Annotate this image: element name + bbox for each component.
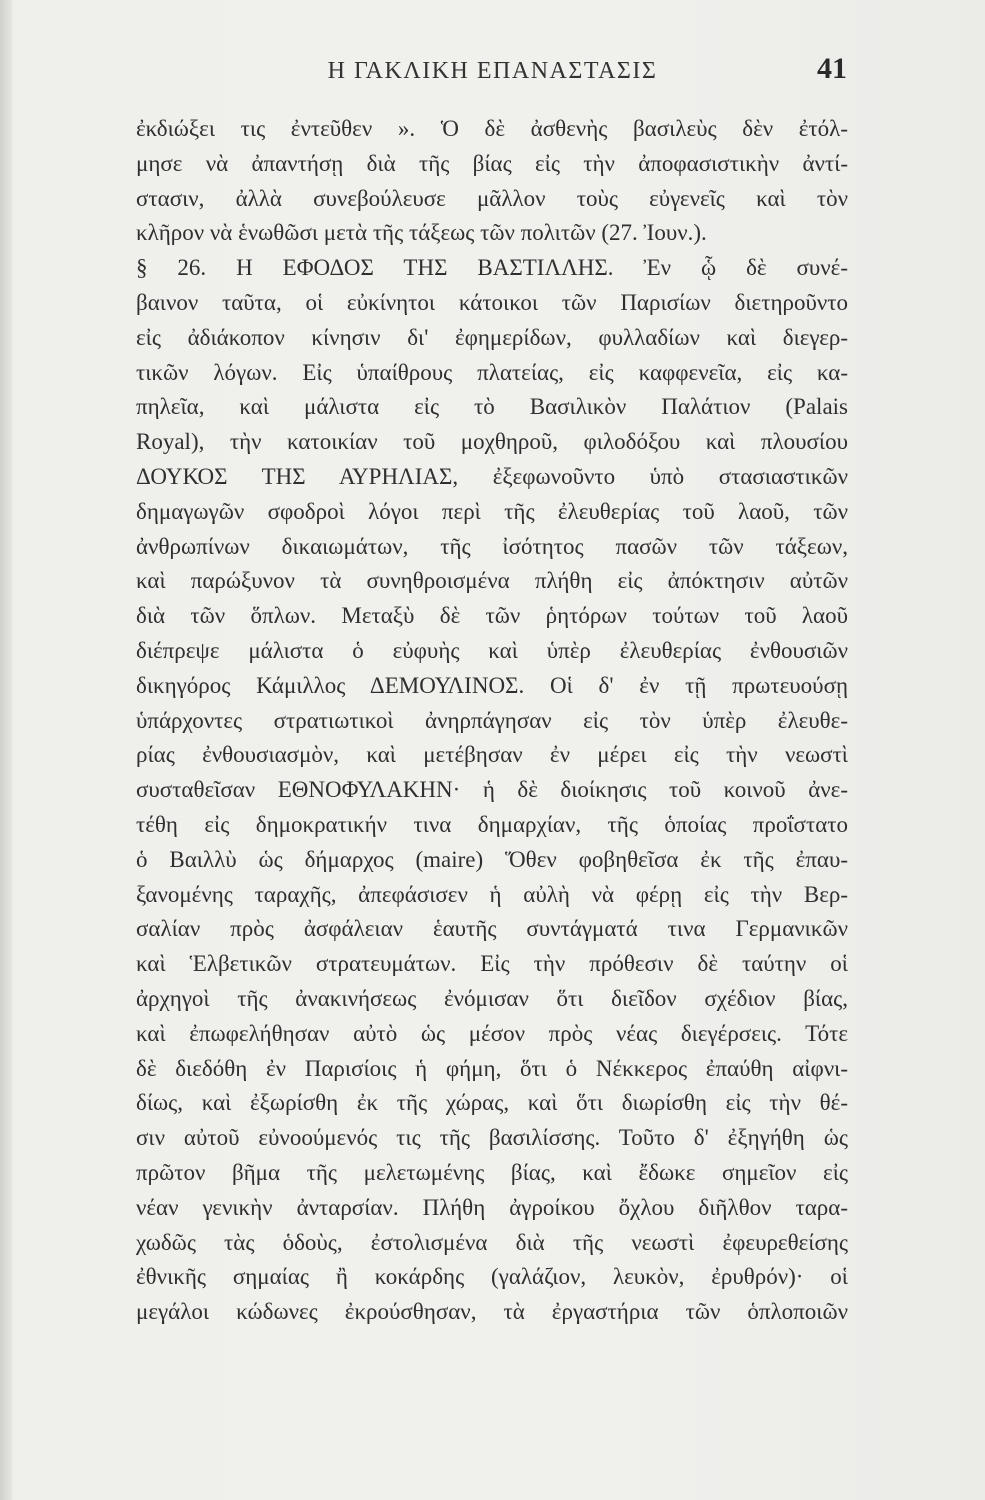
- text-line: δίως, καὶ ἐξωρίσθη ἐκ τῆς χώρας, καὶ ὅτι διωρίσθη εἰς τὴν θέ-: [136, 1090, 848, 1116]
- text-line: ρίας ἐνθουσιασμὸν, καὶ μετέβησαν ἐν μέρει εἰς τὴν νεωστὶ: [136, 742, 848, 768]
- page-gutter-shadow: [0, 0, 12, 1500]
- page-header: [140, 52, 845, 92]
- text-line: ἀνθρωπίνων δικαιωμάτων, τῆς ἰσότητος πασῶν τῶν τάξεων,: [136, 533, 848, 559]
- text-line: διέπρεψε μάλιστα ὁ εὐφυὴς καὶ ὑπὲρ ἐλευθερίας ἐνθουσιῶν: [136, 637, 848, 663]
- text-line: ἐθνικῆς σημαίας ἢ κοκάρδης (γαλάζιον, λευκὸν, ἐρυθρόν)· οἱ: [136, 1264, 848, 1290]
- text-line: τέθη εἰς δημοκρατικήν τινα δημαρχίαν, τῆς ὁποίας προΐστατο: [136, 811, 848, 837]
- text-line: καὶ ἐπωφελήθησαν αὐτὸ ὡς μέσον πρὸς νέας διεγέρσεις. Τότε: [136, 1020, 848, 1046]
- text-line: νέαν γενικὴν ἀνταρσίαν. Πλήθη ἀγροίκου ὄχλου διῆλθον ταρα-: [136, 1194, 848, 1220]
- text-line: σαλίαν πρὸς ἀσφάλειαν ἑαυτῆς συντάγματά τινα Γερμανικῶν: [136, 916, 848, 942]
- text-line: ξανομένης ταραχῆς, ἀπεφάσισεν ἡ αὐλὴ νὰ φέρῃ εἰς τὴν Βερ-: [136, 881, 848, 907]
- body-text: [136, 112, 848, 1330]
- text-line: εἰς ἀδιάκοπον κίνησιν δι' ἐφημερίδων, φυλλαδίων καὶ διεγερ-: [136, 324, 848, 350]
- text-line: πηλεῖα, καὶ μάλιστα εἰς τὸ Βασιλικὸν Παλάτιον (Palais: [136, 394, 848, 420]
- running-title: Η ΓΑΚΛΙΚΗ ΕΠΑΝΑΣΤΑΣΙΣ: [327, 58, 658, 84]
- page-number: 41: [817, 52, 847, 85]
- text-line: ὁ Βαιλλὺ ὡς δήμαρχος (maire) Ὅθεν φοβηθεῖσα ἐκ τῆς ἐπαυ-: [136, 846, 848, 872]
- text-line: μεγάλοι κώδωνες ἐκρούσθησαν, τὰ ἐργαστήρια τῶν ὁπλοποιῶν: [136, 1299, 848, 1325]
- text-line: χωδῶς τὰς ὁδοὺς, ἐστολισμένα διὰ τῆς νεωστὶ ἐφευρεθείσης: [136, 1229, 848, 1255]
- text-line: διὰ τῶν ὅπλων. Μεταξὺ δὲ τῶν ῥητόρων τούτων τοῦ λαοῦ: [136, 603, 848, 629]
- text-line: δημαγωγῶν σφοδροὶ λόγοι περὶ τῆς ἐλευθερίας τοῦ λαοῦ, τῶν: [136, 498, 848, 524]
- text-line: συσταθεῖσαν ΕΘΝΟΦΥΛΑΚΗΝ· ἡ δὲ διοίκησις τοῦ κοινοῦ ἀνε-: [136, 777, 848, 803]
- text-line: σιν αὐτοῦ εὐνοούμενός τις τῆς βασιλίσσης. Τοῦτο δ' ἐξηγήθη ὡς: [136, 1125, 848, 1151]
- text-line: ἐκδιώξει τις ἐντεῦθεν ». Ὁ δὲ ἀσθενὴς βασιλεὺς δὲν ἐτόλ-: [136, 116, 848, 141]
- text-line: πρῶτον βῆμα τῆς μελετωμένης βίας, καὶ ἔδωκε σημεῖον εἰς: [136, 1159, 848, 1185]
- text-line: βαινον ταῦτα, οἱ εὐκίνητοι κάτοικοι τῶν Παρισίων διετηροῦντο: [136, 289, 848, 315]
- text-line: στασιν, ἀλλὰ συνεβούλευσε μᾶλλον τοὺς εὐγενεῖς καὶ τὸν: [136, 185, 848, 211]
- text-line: δικηγόρος Κάμιλλος ΔΕΜΟΥΛΙΝΟΣ. Οἱ δ' ἐν τῇ πρωτευούσῃ: [136, 672, 848, 698]
- text-line: ὑπάρχοντες στρατιωτικοὶ ἀνηρπάγησαν εἰς τὸν ὑπὲρ ἐλευθε-: [136, 707, 848, 733]
- text-line: ἀρχηγοὶ τῆς ἀνακινήσεως ἐνόμισαν ὅτι διεῖδον σχέδιον βίας,: [136, 985, 848, 1011]
- text-line: κλῆρον νὰ ἑνωθῶσι μετὰ τῆς τάξεως τῶν πολιτῶν (27. Ἰουν.).: [136, 220, 707, 246]
- text-line: τικῶν λόγων. Εἰς ὑπαίθρους πλατείας, εἰς καφφενεῖα, εἰς κα-: [136, 359, 848, 385]
- text-line: καὶ Ἑλβετικῶν στρατευμάτων. Εἰς τὴν πρόθεσιν δὲ ταύτην οἱ: [136, 951, 848, 977]
- text-line: μησε νὰ ἀπαντήσῃ διὰ τῆς βίας εἰς τὴν ἀποφασιστικὴν ἀντί-: [136, 150, 848, 176]
- text-line: καὶ παρώξυνον τὰ συνηθροισμένα πλήθη εἰς ἀπόκτησιν αὐτῶν: [136, 568, 848, 594]
- text-line: Royal), τὴν κατοικίαν τοῦ μοχθηροῦ, φιλοδόξου καὶ πλουσίου: [136, 429, 848, 455]
- text-line: δὲ διεδόθη ἐν Παρισίοις ἡ φήμη, ὅτι ὁ Νέκκερος ἐπαύθη αἰφνι-: [136, 1055, 848, 1081]
- section-heading-line: § 26. Η ΕΦΟΔΟΣ ΤΗΣ ΒΑΣΤΙΛΛΗΣ. Ἐν ᾧ δὲ συνέ-: [136, 255, 848, 281]
- text-line: ΔΟΥΚΟΣ ΤΗΣ ΑΥΡΗΛΙΑΣ, ἐξεφωνοῦντο ὑπὸ στασιαστικῶν: [136, 463, 848, 489]
